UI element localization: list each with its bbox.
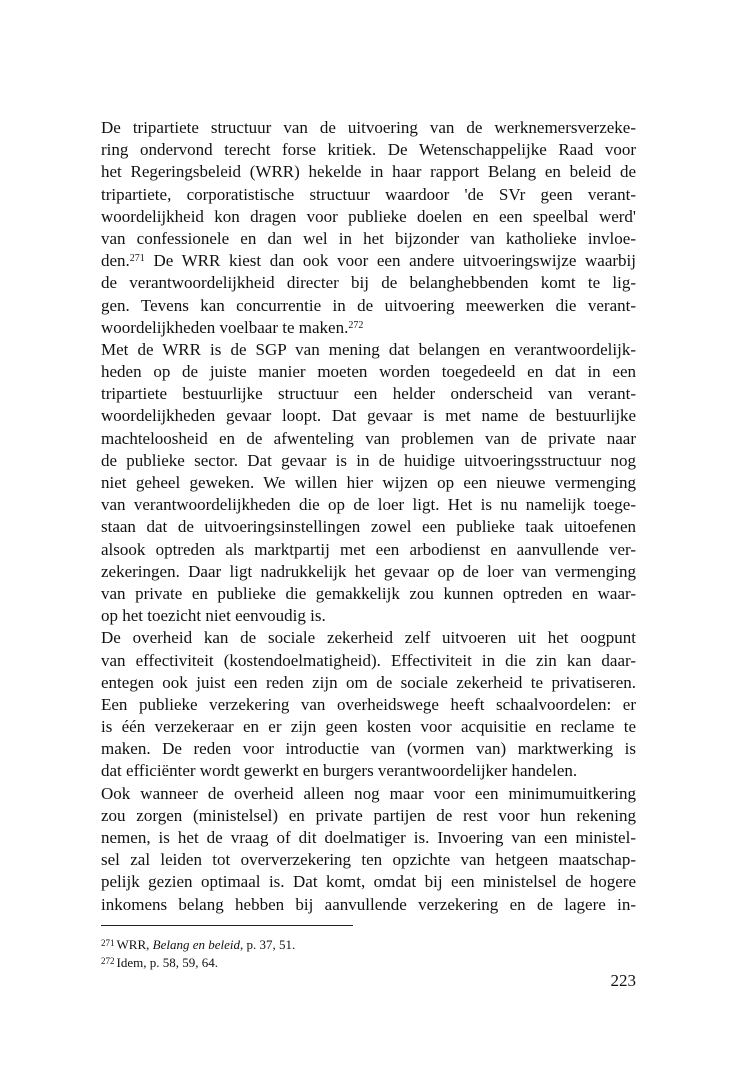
text-line: Met de WRR is de SGP van mening dat belangen en verantwoordelijk- — [101, 339, 636, 359]
footnote-number: 272 — [101, 956, 115, 966]
text-line: sel zal leiden tot oververzekering ten opzichte van hetgeen maatschap- — [101, 850, 636, 870]
text-line — [101, 760, 636, 782]
text-line: De tripartiete structuur van de uitvoering van de werknemersverzeke- — [101, 118, 636, 137]
text-line: Ook wanneer de overheid alleen nog maar voor een minimumuitkering — [101, 783, 636, 803]
text-line: tripartiete bestuurlijke structuur een helder onderscheid van verant- — [101, 384, 636, 404]
text-line: niet geheel geweken. We willen hier wijzen op een nieuwe vermenging — [101, 473, 636, 492]
body-text — [101, 117, 636, 916]
text-line: ring ondervond terecht forse kritiek. De Wetenschappelijke Raad voor — [101, 140, 636, 160]
text-line — [101, 317, 636, 339]
footnote-text: , p. 37, 51. — [239, 937, 296, 952]
text-line: entegen ook juist een reden zijn om de sociale zekerheid te privatiseren. — [101, 672, 636, 692]
text-line: alsook optreden als marktpartij met een arbodienst en aanvullende ver- — [101, 539, 636, 559]
text-line: van effectiviteit (kostendoelmatigheid). Effectiviteit in die zin kan daar- — [101, 650, 636, 670]
text-segment: De WRR kiest dan ook voor een andere uitvoeringswijze waarbij — [144, 251, 636, 271]
text-line: De overheid kan de sociale zekerheid zelf uitvoeren uit het oogpunt — [101, 628, 636, 648]
text-line — [101, 250, 636, 272]
text-line: woordelijkheid kon dragen voor publieke doelen en een speelbal werd' — [101, 206, 636, 226]
text-line: inkomens belang hebben bij aanvullende verzekering en de lagere in- — [101, 894, 636, 914]
text-line: de verantwoordelijkheid directer bij de belanghebbenden komt te lig- — [101, 273, 636, 293]
footnote-reference[interactable]: 271 — [129, 253, 145, 265]
text-line: pelijk gezien optimaal is. Dat komt, omdat bij een ministelsel de hogere — [101, 872, 636, 892]
text-segment: dat efficiënter wordt gewerkt en burgers verantwoordelijker handelen. — [101, 761, 578, 781]
footnote-number: 271 — [101, 938, 115, 948]
footnote-272 — [101, 952, 636, 970]
text-line: tripartiete, corporatistische structuur waardoor 'de SVr geen verant- — [101, 184, 636, 204]
text-line: woordelijkheden gevaar loopt. Dat gevaar is met name de bestuurlijke — [101, 406, 636, 426]
text-segment: woordelijkheden voelbaar te maken. — [101, 317, 349, 337]
footnote-271 — [101, 934, 636, 952]
text-line: heden op de juiste manier moeten worden toegedeeld en dat in een — [101, 362, 636, 382]
footnote-text: Idem, p. 58, 59, 64. — [116, 955, 218, 970]
text-line: nemen, is het de vraag of dit doelmatiger is. Invoering van een ministel- — [101, 828, 636, 847]
text-line: het Regeringsbeleid (WRR) hekelde in haar rapport Belang en beleid de — [101, 162, 636, 182]
footnote-divider — [101, 925, 353, 926]
text-line: van verantwoordelijkheden die op de loer ligt. Het is nu namelijk toege- — [101, 495, 636, 515]
footnotes — [101, 934, 636, 970]
page-number: 223 — [610, 971, 636, 990]
footnote-text: WRR, — [116, 937, 153, 952]
text-line: zou zorgen (ministelsel) en private partijen de rest voor hun rekening — [101, 805, 636, 825]
text-line: de publieke sector. Dat gevaar is in de huidige uitvoeringsstructuur nog — [101, 450, 636, 470]
text-line: maken. De reden voor introductie van (vormen van) marktwerking is — [101, 739, 636, 759]
text-line: is één verzekeraar en er zijn geen kosten voor acquisitie en reclame te — [101, 717, 636, 737]
footnote-title: Belang en beleid — [152, 937, 240, 952]
footnote-reference[interactable]: 272 — [348, 319, 364, 331]
text-line: van private en publieke die gemakkelijk zou kunnen optreden en waar- — [101, 583, 636, 603]
text-line: zekeringen. Daar ligt nadrukkelijk het gevaar op de loer van vermenging — [101, 561, 636, 581]
text-line: staan dat de uitvoeringsinstellingen zowel een publieke taak uitoefenen — [101, 517, 636, 537]
text-line: van confessionele en dan wel in het bijzonder van katholieke invloe- — [101, 228, 636, 248]
text-line: Een publieke verzekering van overheidswege heeft schaalvoordelen: er — [101, 694, 636, 714]
text-line: gen. Tevens kan concurrentie in de uitvoering meewerken die verant- — [101, 295, 636, 315]
text-segment: den. — [101, 251, 130, 271]
text-line: machteloosheid en de afwenteling van problemen van de private naar — [101, 428, 636, 448]
text-line — [101, 605, 636, 627]
text-segment: op het toezicht niet eenvoudig is. — [101, 606, 326, 626]
